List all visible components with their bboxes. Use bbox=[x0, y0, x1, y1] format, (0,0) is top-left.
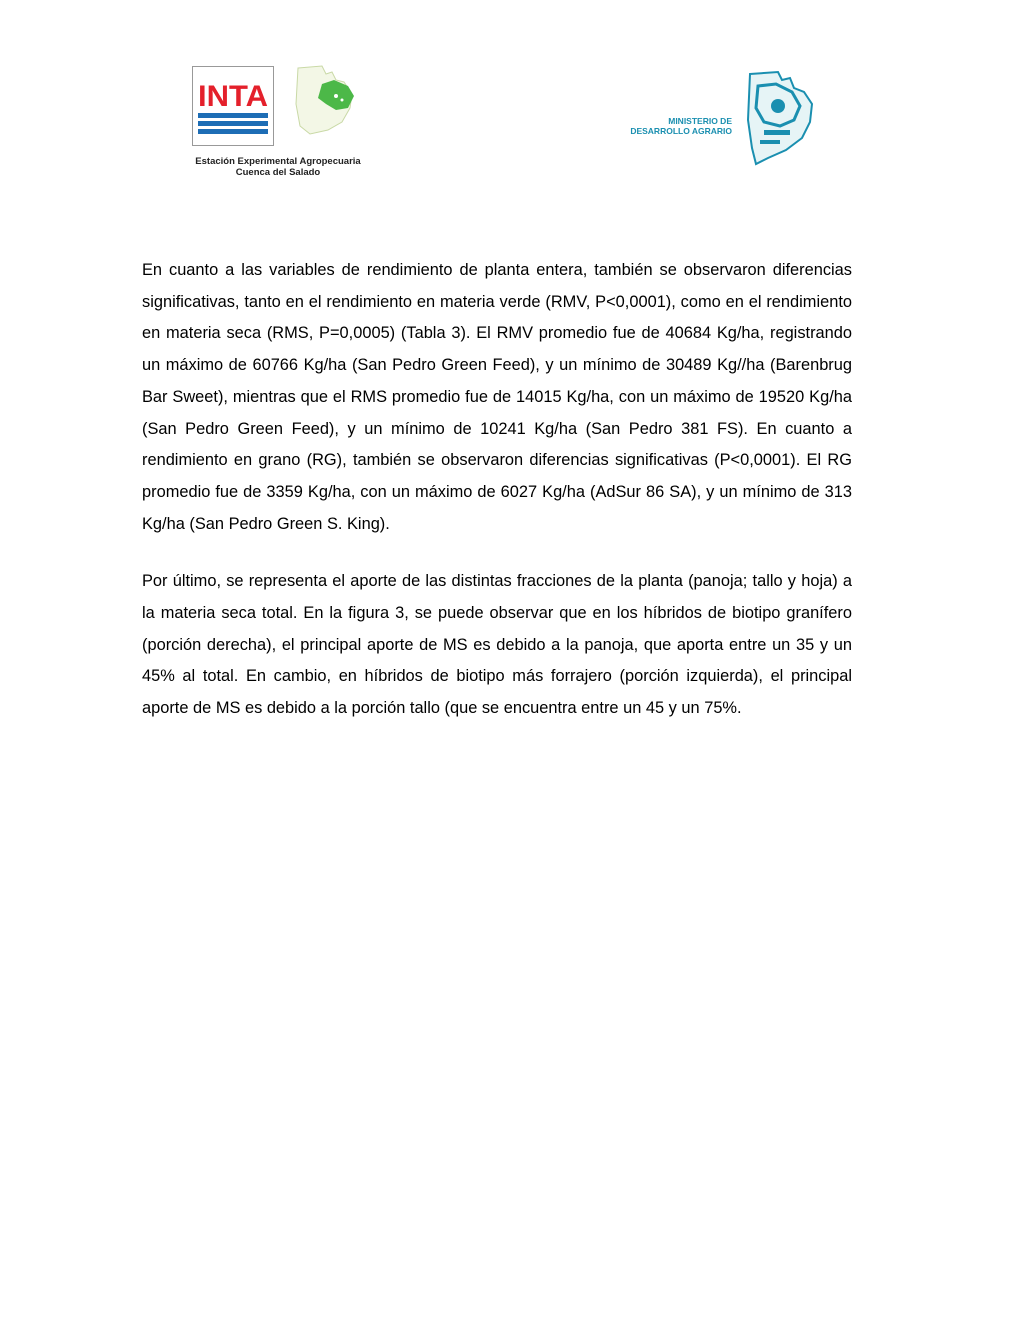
ministry-name bbox=[612, 116, 732, 136]
inta-logo-icon bbox=[192, 66, 274, 146]
station-line-1: Estación Experimental Agropecuaria bbox=[195, 156, 361, 167]
province-emblem-icon bbox=[742, 68, 818, 168]
paragraph-1: En cuanto a las variables de rendimiento de planta entera, también se observaron diferencias significativas, tanto en el rendimiento en materia verde (RMV, P<0,0001), como en el rendimiento en materia seca (RMS, P=0,0005) (Tabla 3). El RMV promedio fue de 40684 Kg/ha, registrando un máximo de 60766 Kg/ha (San Pedro Green Feed), y un mínimo de 30489 Kg//ha (Barenbrug Bar Sweet), mientras que el RMS promedio fue de 14015 Kg/ha, con un máximo de 19520 Kg/ha (San Pedro Green Feed), y un mínimo de 10241 Kg/ha (San Pedro 381 FS). En cuanto a rendimiento en grano (RG), también se observaron diferencias significativas (P<0,0001). El RG promedio fue de 3359 Kg/ha, con un máximo de 6027 Kg/ha (AdSur 86 SA), y un mínimo de 313 Kg/ha (San Pedro Green S. King). bbox=[142, 261, 852, 533]
ministry-line-1: MINISTERIO DE bbox=[668, 116, 732, 126]
inta-logo-text: INTA bbox=[198, 80, 268, 113]
province-map-icon bbox=[292, 64, 364, 136]
page-header bbox=[0, 0, 1020, 200]
ministry-line-2: DESARROLLO AGRARIO bbox=[630, 126, 732, 136]
station-caption bbox=[180, 156, 376, 178]
station-line-2: Cuenca del Salado bbox=[235, 167, 321, 178]
document-body bbox=[142, 255, 852, 751]
paragraph-2: Por último, se representa el aporte de las distintas fracciones de la planta (panoja; tallo y hoja) a la materia seca total. En la figura 3, se puede observar que en los híbridos de biotipo granífero (porción derecha), el principal aporte de MS es debido a la panoja, que aporta entre un 35 y un 45% al total. En cambio, en híbridos de biotipo más forrajero (porción izquierda), el principal aporte de MS es debido a la porción tallo (que se encuentra entre un 45 y un 75%. bbox=[142, 572, 852, 718]
